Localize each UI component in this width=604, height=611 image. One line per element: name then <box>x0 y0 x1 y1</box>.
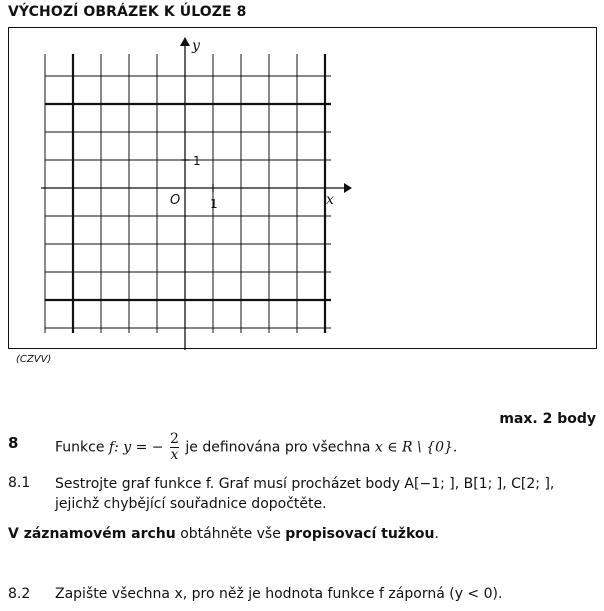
x-axis-label: x <box>326 192 334 208</box>
task-8-middle: je definována pro všechna <box>185 439 371 456</box>
axes <box>41 37 352 350</box>
task-8-2-number: 8.2 <box>8 586 31 602</box>
task-8-intro: Funkce <box>55 439 105 456</box>
task-8-1-number: 8.1 <box>8 475 31 491</box>
x-tick-label: 1 <box>210 197 218 211</box>
fraction-denominator: x <box>170 447 179 463</box>
y-axis-label: y <box>192 38 200 54</box>
figure-heading: VÝCHOZÍ OBRÁZEK K ÚLOZE 8 <box>8 4 247 20</box>
task-8-text <box>55 432 457 463</box>
x-axis-arrow <box>344 183 352 193</box>
instruction-text-1: obtáhněte vše <box>175 526 286 542</box>
instruction <box>8 526 439 542</box>
origin-label: O <box>170 193 181 208</box>
fraction-numerator: 2 <box>169 431 179 447</box>
source-label: (CZVV) <box>16 354 52 365</box>
instruction-text-2: . <box>434 526 439 542</box>
instruction-bold-1: V záznamovém archu <box>8 526 176 542</box>
grid-lines <box>45 54 331 333</box>
figure-frame <box>8 27 597 349</box>
task-8-1-line2: jejichž chybějící souřadnice dopočtěte. <box>55 496 327 512</box>
instruction-bold-2: propisovací tužkou <box>285 526 435 542</box>
max-points: max. 2 body <box>499 411 596 427</box>
task-8-1-line1: Sestrojte graf funkce f. Graf musí procházet body A[−1; ], B[1; ], C[2; ], <box>55 476 555 492</box>
fraction <box>170 432 179 463</box>
task-8-2-text: Zapište všechna x, pro něž je hodnota funkce f záporná (y < 0). <box>55 586 503 602</box>
task-8-number: 8 <box>8 434 19 452</box>
function-definition: f: y = − <box>108 439 164 456</box>
y-tick-label: 1 <box>193 154 201 168</box>
coordinate-grid <box>9 28 598 350</box>
domain-expression: x ∈ R \ {0}. <box>374 439 458 456</box>
y-axis-arrow <box>180 37 190 46</box>
